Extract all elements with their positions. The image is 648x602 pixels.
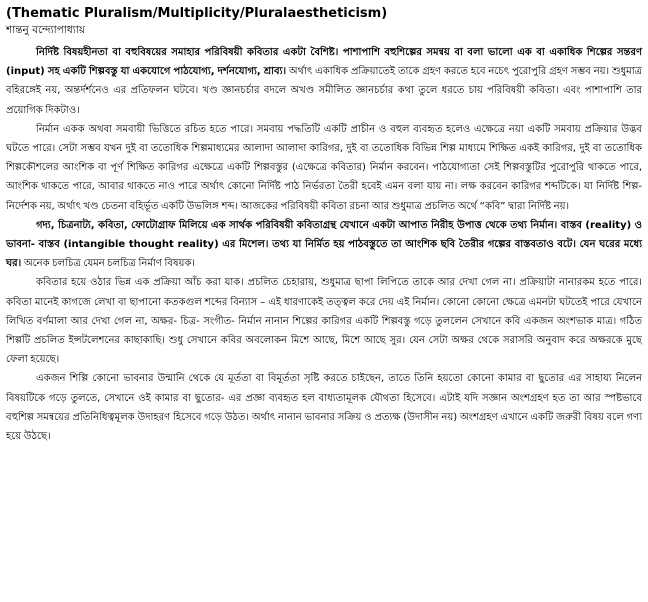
paragraph-3-bold: গদ্য, চিত্রনাট্য, কবিতা, ফোটোগ্রাফ মিলিয়ে এক সার্থক পরিবিষয়ী কবিতাগ্রন্থ যেখানে একটা আপাত নিরীহ উপাত্ত থেকে তথ্য নির্মান। বাস্তব (reality) ও ভাবনা- বাস্তব (intangible thought reality) এর মিশেল। তথ্য যা নির্মিত হয় পাঠবস্তুতে তা আংশিক ছবি তৈরীর গল্পের বাস্তবতাও বটে। যেন ঘরের মধ্যে ঘর। (6, 219, 642, 270)
paragraph-3 (6, 216, 642, 274)
author-name: শান্তনু বন্দ্যোপাধ্যায় (6, 24, 86, 36)
paragraph-1-text: অর্থাৎ একাধিক প্রক্রিয়াতেই তাকে গ্রহণ করতে হবে নচেৎ পুরোপুরি গ্রহণ সম্ভব নয়। শুধুমাত্র বহিরঙ্গেই নয়, অন্তর্দর্শনেও এর প্রতিফলন ঘটবে। খণ্ড জ্ঞানচর্চার বদলে অখণ্ড সমীলিত জ্ঞানচর্চার কথা তুলে ধরতে চায় পরিবিষয়ী কবিতা। এবং পাশাপাশি তার প্রয়োগিক দিকটাও। (6, 66, 642, 116)
document-title: (Thematic Pluralism/Multiplicity/Pluralaestheticism) (6, 6, 388, 21)
paragraph-2-text: নির্মান একক অথবা সমবায়ী ভিত্তিতে রচিত হতে পারে। সমবায় পদ্ধতিটি একটি প্রাচীন ও বহুল ব্যবহৃত হলেও এক্ষেত্রে নয়া একটি সমবায় প্রক্রিয়ার উদ্ভব ঘটতে পারে। সেটা সম্ভব যখন দুই বা ততোধিক শিল্পমাধ্যমের আলাদা আলাদা কারিগর, দুই বা ততোধিক বিভিন্ন শিল্প মাধ্যমে শিক্ষিত একই কারিগর, দুই বা ততোধিক শিল্পকৌশলের আংশিক বা পূর্ণ শিক্ষিত কারিগর এক্ষেত্রে একটি শিল্পবস্তুর (এক্ষেত্রে কবিতার) নির্মান করবেন। পাঠযোগ্যতা সেই শিল্পবস্তুটির পুরোপুরি থাকতে পারে, আংশিক থাকতে পারে, আবার থাকতে নাও পারে অর্থাৎ কোনো নির্দিষ্ট পাঠ নির্ভরতা তৈরী হবেই এমন বলা যায় না। লক্ষ করবেন কারিগর শব্দটিকে। যা নির্দিষ্ট শিল্প- নির্দেশক নয়, অর্থাৎ খণ্ড চেতনা বহির্ভূত একটি উভলিঙ্গ শব্দ। আজকের পরিবিষয়ী কবিতা রচনা আর শুধুমাত্র প্রচলিত অর্থে “কবি” দ্বারা নির্দিষ্ট নয়। (6, 123, 642, 212)
paragraph-5 (6, 369, 642, 446)
paragraph-1 (6, 43, 642, 120)
paragraph-3-text: অনেক চলচিত্র যেমন চলচিত্র নির্মাণ বিষয়ক। (21, 258, 195, 270)
paragraph-4-text: কবিতার হয়ে ওঠার ভিন্ন এক প্রক্রিয়া আঁচ করা যাক। প্রচলিত চেহারায়, শুধুমাত্র ছাপা লিপিতে তাকে আর দেখা গেল না। প্রক্রিয়াটা নানারকম হতে পারে। কবিতা মানেই কাগজে লেখা বা ছাপানো কতকগুল শব্দের বিন্যাস – এই ধারণাকেই তত্ত্বল করে দেয় এই নির্মান। কোনো কোনো ক্ষেত্রে এমনটা ঘটতেই পারে যেখানে লিখিত বর্ণমালা আর দেখা গেল না, অক্ষর- চিত্র- সংগীত- নির্মান নানান শিল্পের কারিগর একটি শিল্পবস্তু গড়ে তুললেন সেখানে কবি একজন অংশভাক মাত্র। গঠিত শিল্পটি প্রচলিত ইন্সটলেশনের কাছাকাছি। শুধু সেখানে কবির অবলোকন মিশে আছে, মিশে আছে সুর। যেন সেটা অক্ষর থেকে সরাসরি অনুবাদ করে অক্ষরকে মুছে ফেলা হয়েছে। (6, 277, 642, 366)
paragraph-2 (6, 120, 642, 216)
paragraph-4 (6, 273, 642, 369)
paragraph-5-text: একজন শিল্পি কোনো ভাবনার উন্মানি থেকে যে মূর্ততা বা বিমূর্ততা সৃষ্টি করতে চাইছেন, তাতে তিনি হয়তো কোনো কামার বা ছুতোর এর সাহায্য নিলেন বিষয়টিকে গড়ে তুলতে, সেখানে ওই কামার বা ছুতোর- এর প্রজ্ঞা ব্যবহৃত হল বাধ্যতামূলক যৌথতা হিসেবে। এটাই যদি সজ্ঞান অংশগ্রহণ হত তা আর স্পষ্টভাবে বহুশিল্প সমন্বয়ের প্রতিনিধিত্বমূলক উদাহরণ হিসেবে গড়ে উঠত। অর্থাৎ নানান ভাবনার সক্রিয় ও প্রত্যক্ষ (উদাসীন নয়) অংশগ্রহণ এখানে একটি জরুরী বিষয় বলে গণ্য হয়ে উঠছে। (6, 373, 642, 443)
paragraph-1-bold: নির্দিষ্ট বিষয়হীনতা বা বহুবিষয়ের সমাহার পরিবিষয়ী কবিতার একটা বৈশিষ্ট। পাশাপাশি বহুশিল্পের সমন্বয় বা বলা ভালো এক বা একাধিক শিল্পের সন্তরণ (input) সহ একটি শিল্পবস্তু যা একযোগে পাঠযোগ্য, দর্শনযোগ্য, শ্রাব্য। (6, 47, 642, 78)
